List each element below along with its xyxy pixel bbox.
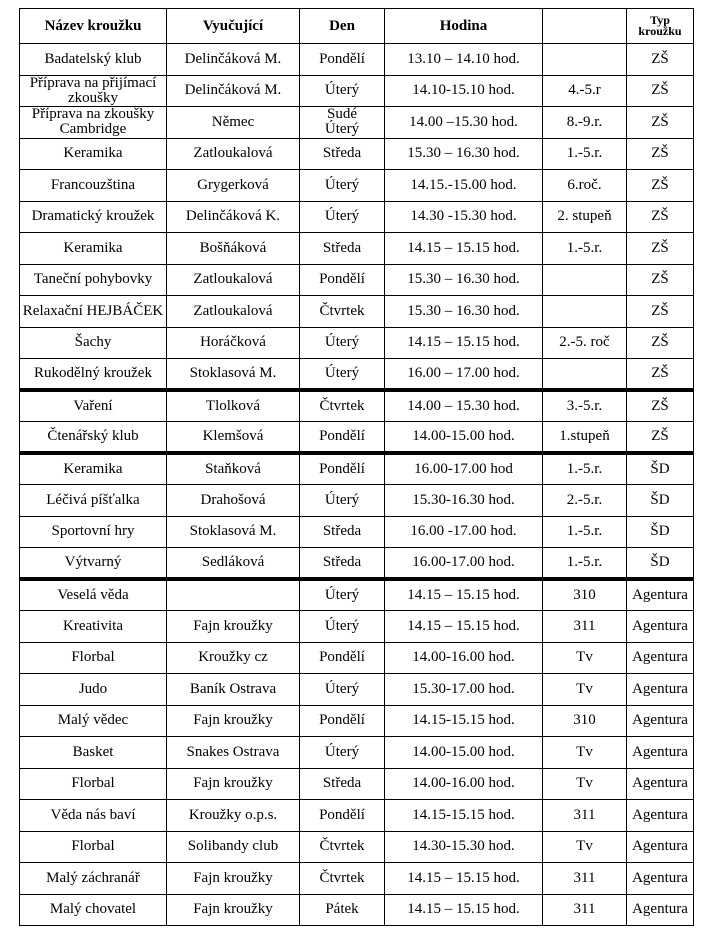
cell-hour: 14.30-15.30 hod.: [385, 831, 543, 863]
cell-level: 1.stupeň: [543, 422, 627, 454]
cell-name: Keramika: [20, 138, 167, 170]
cell-teacher: [167, 579, 300, 611]
cell-name: Badatelský klub: [20, 44, 167, 76]
cell-teacher: Fajn kroužky: [167, 705, 300, 737]
header-type: [627, 9, 694, 44]
table-row: [20, 611, 694, 643]
table-row: [20, 233, 694, 265]
cell-level: 2.-5.r.: [543, 485, 627, 517]
cell-name: Dramatický kroužek: [20, 201, 167, 233]
cell-type: Agentura: [627, 737, 694, 769]
cell-hour: 15.30-16.30 hod.: [385, 485, 543, 517]
cell-day: Úterý: [300, 327, 385, 359]
table-row: [20, 422, 694, 454]
cell-level: Tv: [543, 831, 627, 863]
table-row: [20, 44, 694, 76]
cell-day: Úterý: [300, 737, 385, 769]
cell-teacher: Grygerková: [167, 170, 300, 202]
cell-hour: 14.30 -15.30 hod.: [385, 201, 543, 233]
header-hour: Hodina: [385, 9, 543, 44]
cell-teacher: Horáčková: [167, 327, 300, 359]
cell-level: [543, 359, 627, 391]
cell-hour: 14.00-15.00 hod.: [385, 422, 543, 454]
cell-name: Malý chovatel: [20, 894, 167, 926]
cell-hour: 14.00-16.00 hod.: [385, 768, 543, 800]
cell-level: 310: [543, 705, 627, 737]
cell-hour: 14.15 – 15.15 hod.: [385, 894, 543, 926]
cell-day-line1: Sudé: [327, 106, 357, 123]
cell-hour: 16.00-17.00 hod: [385, 453, 543, 485]
cell-day: Středa: [300, 516, 385, 548]
cell-level: 1.-5.r.: [543, 548, 627, 580]
table-row: [20, 296, 694, 328]
cell-day: Úterý: [300, 579, 385, 611]
cell-name: Příprava na zkoušky Cambridge: [20, 107, 167, 139]
table-row: [20, 201, 694, 233]
cell-name: Kreativita: [20, 611, 167, 643]
table-row: [20, 390, 694, 422]
cell-type: Agentura: [627, 768, 694, 800]
cell-hour: 14.15 – 15.15 hod.: [385, 233, 543, 265]
cell-day: Středa: [300, 548, 385, 580]
cell-day: Pondělí: [300, 44, 385, 76]
cell-day-line2: Úterý: [324, 121, 360, 138]
header-level: [543, 9, 627, 44]
cell-type: ZŠ: [627, 44, 694, 76]
cell-name: Veselá věda: [20, 579, 167, 611]
cell-type: ZŠ: [627, 359, 694, 391]
header-type-line1: Typ: [650, 13, 670, 27]
cell-level: Tv: [543, 642, 627, 674]
cell-name: Malý vědec: [20, 705, 167, 737]
cell-type: ŠD: [627, 453, 694, 485]
cell-day: Pondělí: [300, 264, 385, 296]
cell-name: Relaxační HEJBÁČEK: [20, 296, 167, 328]
cell-day: Úterý: [300, 611, 385, 643]
cell-teacher: Delinčáková M.: [167, 75, 300, 107]
cell-teacher: Zatloukalová: [167, 264, 300, 296]
table-row: [20, 485, 694, 517]
cell-type: ZŠ: [627, 107, 694, 139]
cell-hour: 15.30 – 16.30 hod.: [385, 264, 543, 296]
cell-type: ZŠ: [627, 327, 694, 359]
cell-teacher: Staňková: [167, 453, 300, 485]
cell-teacher: Kroužky cz: [167, 642, 300, 674]
cell-day: [300, 107, 385, 139]
cell-day: Pondělí: [300, 422, 385, 454]
table-row: [20, 327, 694, 359]
cell-name: Taneční pohybovky: [20, 264, 167, 296]
header-row: [20, 9, 694, 44]
cell-level: 3.-5.r.: [543, 390, 627, 422]
cell-level: 311: [543, 800, 627, 832]
cell-hour: 14.00 –15.30 hod.: [385, 107, 543, 139]
cell-hour: 13.10 – 14.10 hod.: [385, 44, 543, 76]
cell-type: ZŠ: [627, 201, 694, 233]
cell-day: Úterý: [300, 359, 385, 391]
table-row: [20, 579, 694, 611]
cell-hour: 14.10-15.10 hod.: [385, 75, 543, 107]
cell-type: ZŠ: [627, 170, 694, 202]
cell-hour: 14.15 – 15.15 hod.: [385, 863, 543, 895]
table-row: [20, 453, 694, 485]
cell-hour: 14.00-15.00 hod.: [385, 737, 543, 769]
cell-name: Rukodělný kroužek: [20, 359, 167, 391]
table-row: [20, 800, 694, 832]
table-row: [20, 894, 694, 926]
cell-day: Pondělí: [300, 705, 385, 737]
table-row: [20, 674, 694, 706]
cell-teacher: Fajn kroužky: [167, 863, 300, 895]
cell-level: [543, 296, 627, 328]
header-teacher: Vyučující: [167, 9, 300, 44]
cell-level: 1.-5.r.: [543, 516, 627, 548]
cell-type: ŠD: [627, 485, 694, 517]
cell-teacher: Stoklasová M.: [167, 359, 300, 391]
cell-level: 311: [543, 894, 627, 926]
cell-type: Agentura: [627, 800, 694, 832]
cell-teacher: Klemšová: [167, 422, 300, 454]
cell-name: Čtenářský klub: [20, 422, 167, 454]
cell-type: Agentura: [627, 894, 694, 926]
cell-teacher: Solibandy club: [167, 831, 300, 863]
table-row: [20, 768, 694, 800]
cell-type: Agentura: [627, 705, 694, 737]
cell-name: Příprava na přijímací zkoušky: [20, 75, 167, 107]
cell-name: Florbal: [20, 768, 167, 800]
cell-day: Pondělí: [300, 453, 385, 485]
cell-teacher: Delinčáková M.: [167, 44, 300, 76]
cell-day: Pondělí: [300, 800, 385, 832]
table-row: [20, 359, 694, 391]
cell-name: Florbal: [20, 831, 167, 863]
cell-day: Pátek: [300, 894, 385, 926]
cell-teacher: Tlolková: [167, 390, 300, 422]
cell-type: Agentura: [627, 642, 694, 674]
table-row: [20, 863, 694, 895]
cell-day: Čtvrtek: [300, 390, 385, 422]
table-row: [20, 264, 694, 296]
cell-name: Šachy: [20, 327, 167, 359]
cell-hour: 14.15 – 15.15 hod.: [385, 327, 543, 359]
cell-level: 4.-5.r: [543, 75, 627, 107]
cell-type: ZŠ: [627, 264, 694, 296]
cell-name: Výtvarný: [20, 548, 167, 580]
cell-teacher: Fajn kroužky: [167, 894, 300, 926]
cell-type: ZŠ: [627, 138, 694, 170]
cell-name: Sportovní hry: [20, 516, 167, 548]
cell-day: Středa: [300, 233, 385, 265]
table-row: [20, 737, 694, 769]
cell-level: 1.-5.r.: [543, 138, 627, 170]
cell-hour: 15.30-17.00 hod.: [385, 674, 543, 706]
cell-level: 8.-9.r.: [543, 107, 627, 139]
cell-teacher: Fajn kroužky: [167, 768, 300, 800]
cell-type: ŠD: [627, 548, 694, 580]
cell-teacher: Sedláková: [167, 548, 300, 580]
table-row: [20, 107, 694, 139]
cell-level: 310: [543, 579, 627, 611]
cell-teacher: Němec: [167, 107, 300, 139]
table-row: [20, 705, 694, 737]
cell-level: [543, 264, 627, 296]
cell-day: Úterý: [300, 201, 385, 233]
clubs-table: [19, 8, 694, 926]
cell-name: Malý záchranář: [20, 863, 167, 895]
cell-hour: 16.00-17.00 hod.: [385, 548, 543, 580]
cell-teacher: Stoklasová M.: [167, 516, 300, 548]
table-row: [20, 516, 694, 548]
cell-level: [543, 44, 627, 76]
header-day: Den: [300, 9, 385, 44]
table-row: [20, 831, 694, 863]
cell-hour: 14.15 – 15.15 hod.: [385, 611, 543, 643]
cell-day: Pondělí: [300, 642, 385, 674]
cell-hour: 16.00 -17.00 hod.: [385, 516, 543, 548]
cell-hour: 15.30 – 16.30 hod.: [385, 296, 543, 328]
cell-teacher: Kroužky o.p.s.: [167, 800, 300, 832]
cell-level: 2.-5. roč: [543, 327, 627, 359]
cell-teacher: Baník Ostrava: [167, 674, 300, 706]
header-name: Název kroužku: [20, 9, 167, 44]
cell-type: ZŠ: [627, 390, 694, 422]
cell-name: Keramika: [20, 233, 167, 265]
cell-level: 311: [543, 863, 627, 895]
cell-day: Čtvrtek: [300, 296, 385, 328]
cell-hour: 14.15.-15.00 hod.: [385, 170, 543, 202]
cell-type: Agentura: [627, 674, 694, 706]
cell-type: ŠD: [627, 516, 694, 548]
cell-day: Úterý: [300, 170, 385, 202]
cell-type: ZŠ: [627, 233, 694, 265]
cell-teacher: Snakes Ostrava: [167, 737, 300, 769]
table-row: [20, 138, 694, 170]
cell-level: 6.roč.: [543, 170, 627, 202]
cell-day: Středa: [300, 768, 385, 800]
header-type-line2: kroužku: [638, 24, 682, 38]
cell-teacher: Zatloukalová: [167, 138, 300, 170]
cell-day: Středa: [300, 138, 385, 170]
cell-level: Tv: [543, 674, 627, 706]
cell-day: Čtvrtek: [300, 831, 385, 863]
table-row: [20, 642, 694, 674]
table-row: [20, 548, 694, 580]
cell-hour: 14.15-15.15 hod.: [385, 705, 543, 737]
cell-day: Úterý: [300, 485, 385, 517]
cell-hour: 14.15-15.15 hod.: [385, 800, 543, 832]
cell-type: Agentura: [627, 831, 694, 863]
cell-day: Úterý: [300, 674, 385, 706]
cell-hour: 14.00-16.00 hod.: [385, 642, 543, 674]
cell-name: Florbal: [20, 642, 167, 674]
cell-level: 1.-5.r.: [543, 233, 627, 265]
cell-type: Agentura: [627, 579, 694, 611]
table-row: [20, 170, 694, 202]
cell-hour: 14.00 – 15.30 hod.: [385, 390, 543, 422]
cell-name: Léčivá píšťalka: [20, 485, 167, 517]
cell-teacher: Fajn kroužky: [167, 611, 300, 643]
cell-teacher: Zatloukalová: [167, 296, 300, 328]
cell-name: Basket: [20, 737, 167, 769]
cell-hour: 15.30 – 16.30 hod.: [385, 138, 543, 170]
cell-type: ZŠ: [627, 75, 694, 107]
cell-name: Francouzština: [20, 170, 167, 202]
cell-level: 2. stupeň: [543, 201, 627, 233]
cell-type: Agentura: [627, 611, 694, 643]
cell-day: Čtvrtek: [300, 863, 385, 895]
cell-type: Agentura: [627, 863, 694, 895]
cell-hour: 14.15 – 15.15 hod.: [385, 579, 543, 611]
cell-name: Judo: [20, 674, 167, 706]
cell-level: 1.-5.r.: [543, 453, 627, 485]
table-row: [20, 75, 694, 107]
cell-level: 311: [543, 611, 627, 643]
cell-teacher: Drahošová: [167, 485, 300, 517]
cell-level: Tv: [543, 737, 627, 769]
cell-name: Vaření: [20, 390, 167, 422]
cell-type: ZŠ: [627, 296, 694, 328]
cell-day: Úterý: [300, 75, 385, 107]
cell-name: Věda nás baví: [20, 800, 167, 832]
cell-teacher: Delinčáková K.: [167, 201, 300, 233]
cell-teacher: Bošňáková: [167, 233, 300, 265]
cell-hour: 16.00 – 17.00 hod.: [385, 359, 543, 391]
cell-type: ZŠ: [627, 422, 694, 454]
cell-name: Keramika: [20, 453, 167, 485]
cell-level: Tv: [543, 768, 627, 800]
